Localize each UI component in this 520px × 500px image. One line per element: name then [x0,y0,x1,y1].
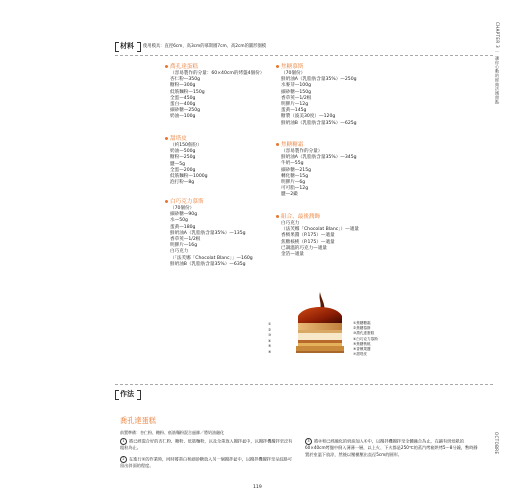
section-title-caramel-glaze: 焦糖糖霜 [276,140,303,148]
section-title-white-mousse: 白巧克力慕斯 [165,197,204,205]
section-bullet-icon [165,65,168,68]
month-side-text: OCTOBRE [494,432,499,455]
method-label: 作法 [120,390,134,398]
section-bullet-icon [276,143,279,146]
cake-callout-numbers: ① ② ③ ④ ⑤ ⑥ [268,322,272,354]
cake-cross-section-image [290,290,350,360]
section-bullet-icon [276,215,279,218]
method-step-1: 1 將已經混合好的杏仁粉、糖粉、低筋麵粉，以及全蛋放入攪拌盆中，以攪拌機攪拌至泛有粗粒為止。 [120,438,293,451]
header-bracket-left [115,42,119,52]
cake-layer-legend: ①焦糖糖霜 ②焦糖慕斯 ③喬孔達蛋糕 ④白巧克力慕斯 ⑤焦糖核桃 ⑥香檳果醬 ⑦甜塔皮 [353,321,378,357]
section-title-pate-sucree: 甜塔皮 [165,134,187,142]
section-caramel-mousse-body: （70個份） 鮮奶油A（乳脂肪含量35%）—250g 水麥芽—100g 細砂糖—150g 香草莢—1/2根 明膠片—12g 蛋黃—145g 糖漿（波美30度）—120g 鮮奶油B（乳脂肪含量35%）—625g [281,71,357,126]
section-title-joconde: 喬孔達蛋糕 [165,62,198,70]
method-subtitle: 前置準備：杏仁粉、糖粉、低筋麵粉混合過篩／將奶油融化 [120,430,224,435]
section-title-assembly: 組合、最後潤飾 [276,212,320,220]
header-bracket-right [137,42,141,52]
method-step-3: 3 將②和已經融化的奶油加入①中，以攪拌機攪拌至全體融合為止，在鋪有烘焙紙的60×40cm烤盤中倒入薄薄一層，以上火、下火都是250℃的蒸汽烤箱烘烤5～8分鐘，暫時靜置於室溫下放涼，然後以壓模壓出直徑5cm的圓形。 [305,438,478,458]
method-step-2: 2 在進行①的作業時，同時將蛋白和細砂糖放入另一個攪拌盆中，以攪拌機攪拌至呈紋路可留出斜面的程度。 [120,456,292,469]
method-bracket-left [115,390,119,400]
section-white-mousse-body: （70個份） 細砂糖—90g 水—50g 蛋黃—180g 鮮奶油A（乳脂肪含量35%）—135g 香草莢—1/2根 明膠片—16g 白巧克力 （「法芙娜「Chocolat Blanc」」—160g 鮮奶油B（乳脂肪含量35%）—635g [170,206,253,267]
section-bullet-icon [165,137,168,140]
section-bullet-icon [276,65,279,68]
section-title-caramel-mousse: 焦糖慕斯 [276,62,303,70]
method-bracket-right [137,390,141,400]
section-pate-sucree-body: （約150個份） 奶油—500g 糖粉—250g 鹽—5g 全蛋—200g 低筋麵粉—1000g 泡打粉—8g [170,143,208,186]
page-number: 119 [253,485,262,490]
method-title: 喬孔達蛋糕 [120,416,156,425]
chapter-side-text: CHAPTER 3 ｜ 讓你心動的經典法國甜點 [495,22,500,105]
method-divider [115,384,493,385]
section-bullet-icon [165,200,168,203]
materials-label: 材料 [120,42,134,50]
section-joconde-body: （容易製作的分量：60×40cm的烤盤4個份） 杏仁粉—350g 糖粉—300g 低筋麵粉—150g 全蛋—450g 蛋白—400g 細砂糖—250g 奶油—100g [170,71,265,120]
mold-info: 使用模具：直徑6cm、高3cm的慕斯圈7cm、高2cm的圓形圈模 [143,44,267,49]
section-caramel-glaze-body: （容易製作的分量） 鮮奶油A（乳脂肪含量35%）—345g 牛奶—55g 細砂糖—215g 轉化糖—15g 明膠片—6g 可可脂—12g 鹽—2撮 [281,149,357,198]
section-assembly-body: 白巧克力 （法芙娜「Chocolat Blanc」）—適量 香檳果醬（P.175）—適量 焦糖核桃（P.175）—適量 已調溫的巧克力—適量 金箔—適量 [281,221,359,258]
header-divider [115,55,493,56]
